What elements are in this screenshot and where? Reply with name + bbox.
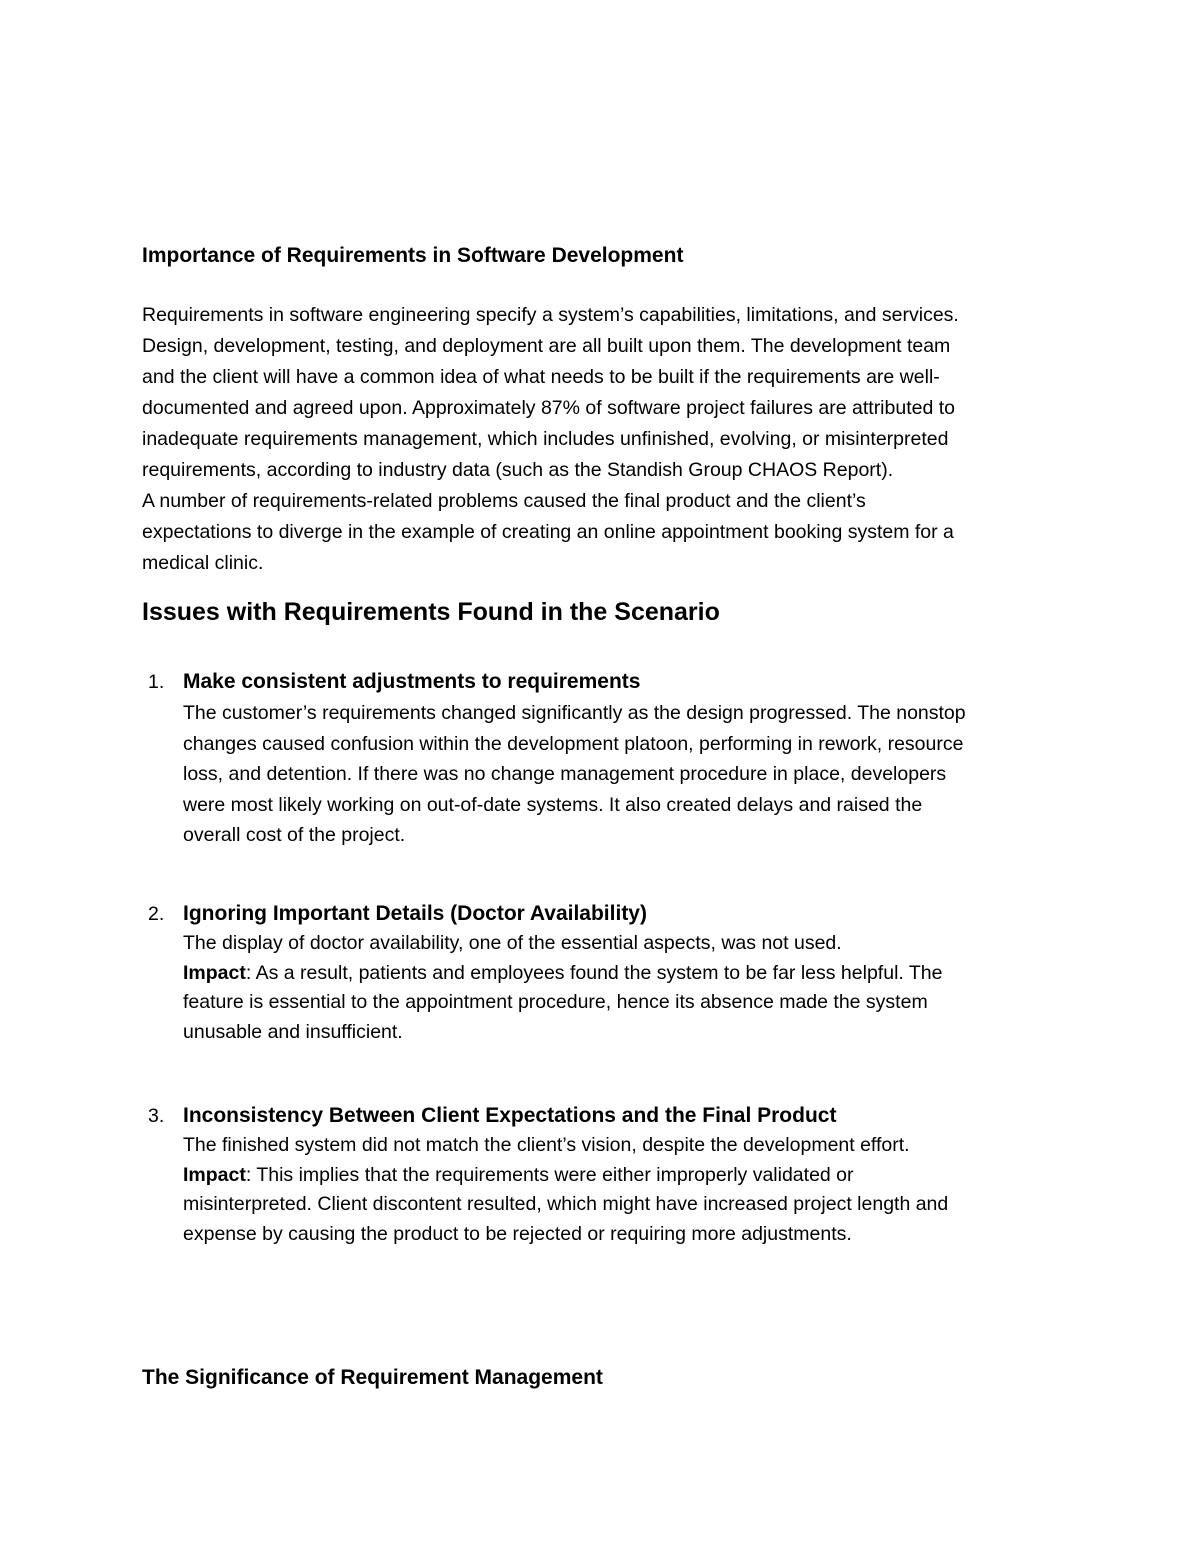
impact-label: Impact <box>183 961 246 984</box>
issue-body-line: unusable and insufficient. <box>183 1020 403 1043</box>
paragraph-line: documented and agreed upon. Approximately 87% of software project failures are attributed to <box>142 397 955 419</box>
impact-label: Impact <box>183 1163 246 1186</box>
list-number: 3. <box>148 1105 165 1127</box>
impact-text: : As a result, patients and employees found the system to be far less helpful. The <box>245 961 943 984</box>
section-heading-significance: The Significance of Requirement Management <box>142 1366 603 1389</box>
impact-text: : This implies that the requirements were either improperly validated or <box>245 1163 854 1186</box>
paragraph-line: Requirements in software engineering specify a system’s capabilities, limitations, and services. <box>142 304 959 326</box>
issue-body-line: changes caused confusion within the development platoon, performing in rework, resource <box>183 732 964 755</box>
paragraph-line: expectations to diverge in the example of creating an online appointment booking system for a <box>142 521 954 543</box>
issue-body-line: The display of doctor availability, one of the essential aspects, was not used. <box>183 932 842 954</box>
issue-body-line: The customer’s requirements changed significantly as the design progressed. The nonstop <box>183 702 966 724</box>
issue-body <box>183 929 942 1047</box>
paragraph-line: requirements, according to industry data (such as the Standish Group CHAOS Report). <box>142 459 894 481</box>
issue-body-line: misinterpreted. Client discontent resulted, which might have increased project length and <box>183 1193 949 1215</box>
issue-body-line: overall cost of the project. <box>183 824 406 846</box>
list-number: 1. <box>148 671 165 693</box>
issue-body-line: were most likely working on out-of-date systems. It also created delays and raised the <box>183 793 923 816</box>
issue-title: Ignoring Important Details (Doctor Availability) <box>183 902 647 925</box>
impact-line <box>183 959 942 989</box>
list-number: 2. <box>148 903 165 925</box>
impact-line <box>183 1161 948 1191</box>
issue-title: Make consistent adjustments to requirements <box>183 670 641 693</box>
paragraph-line: and the client will have a common idea of what needs to be built if the requirements are well- <box>142 366 940 388</box>
issue-body <box>183 698 966 851</box>
issue-body-line: feature is essential to the appointment procedure, hence its absence made the system <box>183 991 928 1013</box>
section-heading-issues: Issues with Requirements Found in the Scenario <box>142 598 720 626</box>
issue-body-line: The finished system did not match the client’s vision, despite the development effort. <box>183 1134 910 1156</box>
paragraph-line: Design, development, testing, and deployment are all built upon them. The development team <box>142 335 951 357</box>
issue-body-line: expense by causing the product to be rejected or requiring more adjustments. <box>183 1222 852 1245</box>
paragraph-line: A number of requirements-related problems caused the final product and the client’s <box>142 490 866 512</box>
issue-body <box>183 1131 948 1249</box>
issue-title: Inconsistency Between Client Expectations and the Final Product <box>183 1104 837 1127</box>
section-heading-importance: Importance of Requirements in Software Development <box>142 244 684 267</box>
issue-body-line: loss, and detention. If there was no change management procedure in place, developers <box>183 763 947 785</box>
paragraph-line: medical clinic. <box>142 552 264 574</box>
intro-paragraph <box>142 300 1067 579</box>
paragraph-line: inadequate requirements management, which includes unfinished, evolving, or misinterpreted <box>142 428 949 450</box>
